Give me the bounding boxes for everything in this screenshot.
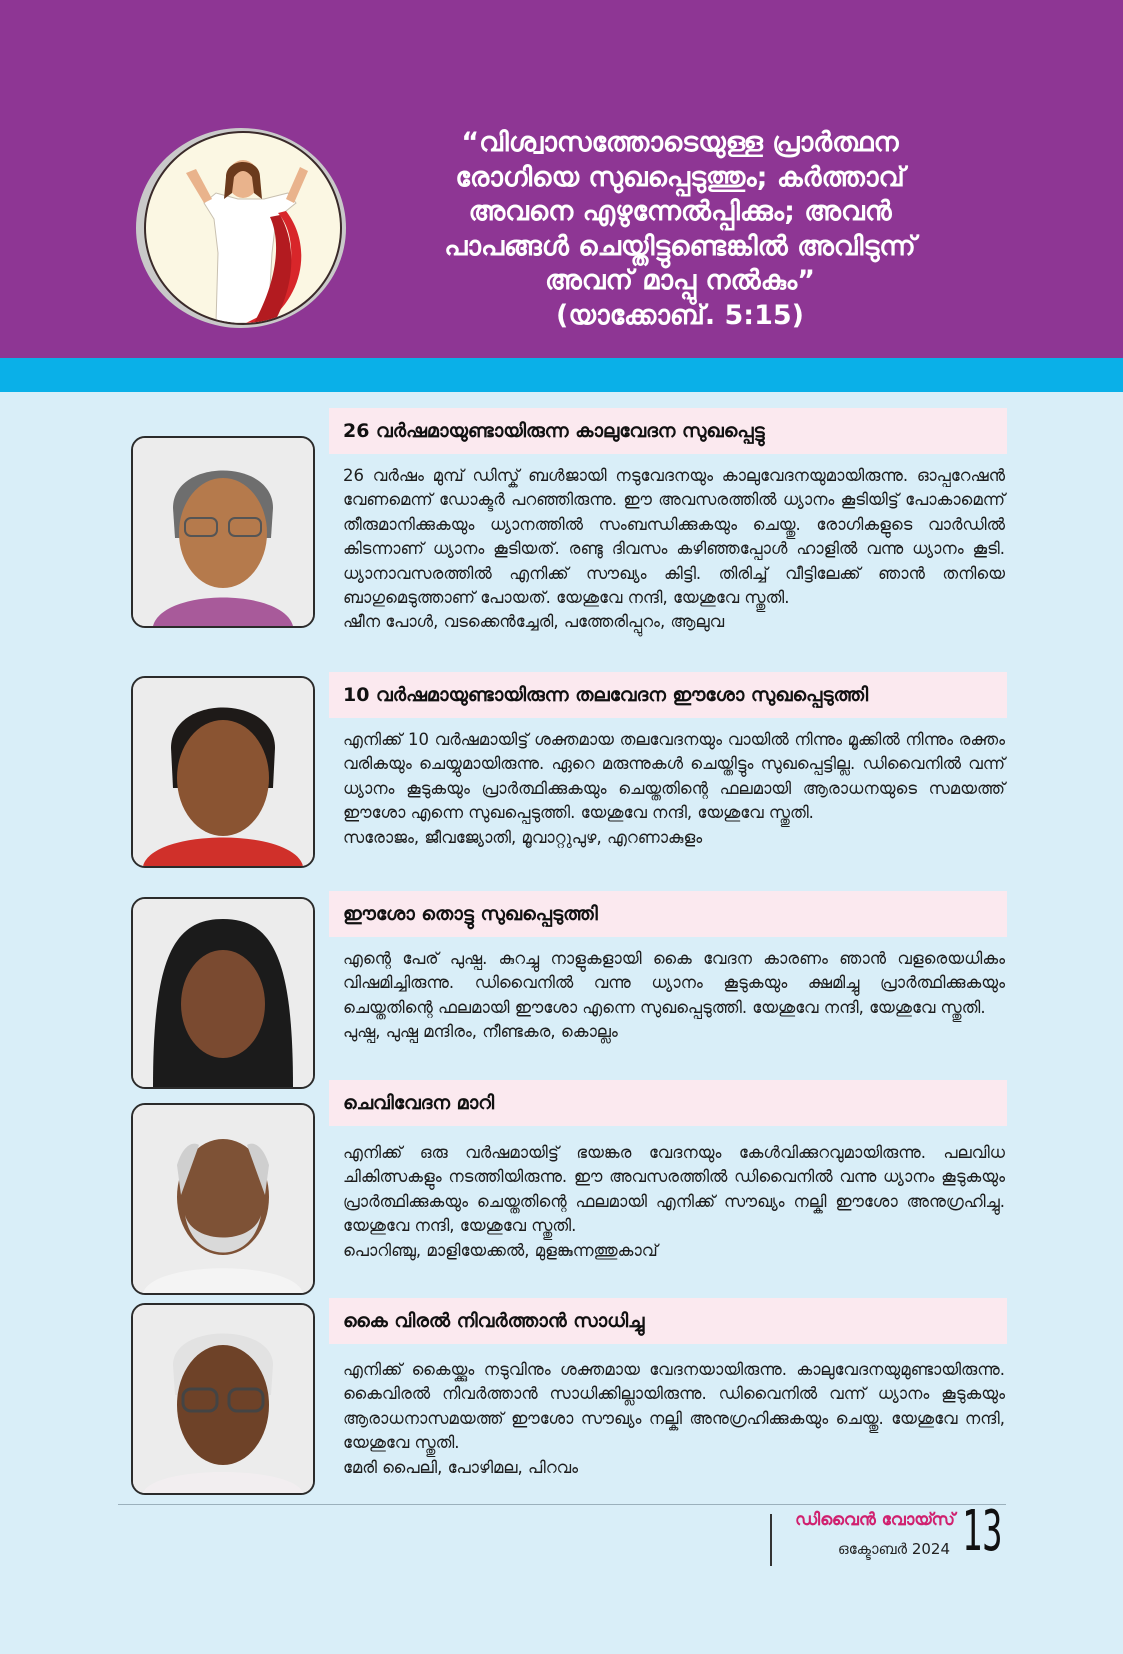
magazine-name: ഡിവൈൻ വോയ്സ് — [795, 1510, 955, 1530]
testimony-body — [343, 728, 1005, 850]
quote-reference: (യാക്കോബ്. 5:15) — [555, 299, 804, 331]
scripture-quote — [370, 126, 990, 333]
footer-divider — [118, 1504, 1006, 1505]
testimony-text: എനിക്ക് കൈയ്ക്കും നടുവിനും ശക്തമായ വേദനയായിരുന്നു. കാലുവേദനയുമുണ്ടായിരുന്നു. കൈവിരൽ നിവർത്താൻ സാധിക്കില്ലായിരുന്നു. ഡിവൈനിൽ വന്ന് ധ്യാനം കൂടുകയും ആരാധനാസമയത്ത് ഈശോ സൗഖ്യം നല്കി അനുഗ്രഹിക്കുകയും ചെയ്തു. യേശുവേ നന്ദി, യേശുവേ സ്തുതി. — [343, 1360, 1005, 1453]
quote-line: പാപങ്ങൾ ചെയ്തിട്ടുണ്ടെങ്കിൽ അവിടുന്ന് — [444, 230, 916, 262]
testimony-text: എനിക്ക് 10 വർഷമായിട്ട് ശക്തമായ തലവേദനയും വായിൽ നിന്നും മൂക്കിൽ നിന്നും രക്തം വരികയും ചെയ്യുമായിരുന്നു. ഏറെ മരുന്നുകൾ ചെയ്തിട്ടും സുഖപ്പെട്ടില്ല. ഡിവൈനിൽ വന്ന് ധ്യാനം കൂടുകയും പ്രാർത്ഥിക്കുകയും ചെയ്തതിന്റെ ഫലമായി ആരാധനയുടെ സമയത്ത് ഈശോ എന്നെ സുഖപ്പെടുത്തി. യേശുവേ നന്ദി, യേശുവേ സ്തുതി. — [343, 730, 1005, 823]
quote-line: അവന് മാപ്പു നൽകും” — [545, 265, 815, 296]
testimony-title: ചെവിവേദന മാറി — [329, 1080, 1007, 1126]
quote-line: “വിശ്വാസത്തോടെയുള്ള പ്രാർത്ഥന — [461, 127, 899, 158]
testimony-byline: പുഷ്പ, പുഷ്പ മന്ദിരം, നീണ്ടകര, കൊല്ലം — [343, 1022, 618, 1042]
testimony-byline: ഷീന പോൾ, വടക്കെൻച്ചേരി, പത്തേരിപ്പുറം, ആലുവ — [343, 612, 725, 632]
testimony-photo — [131, 897, 315, 1089]
issue-date: ഒക്ടോബർ 2024 — [837, 1540, 950, 1558]
quote-line: രോഗിയെ സുഖപ്പെടുത്തും; കർത്താവ് — [455, 161, 905, 193]
testimony-body — [343, 464, 1005, 635]
testimony-title: 26 വർഷമായുണ്ടായിരുന്ന കാലുവേദന സുഖപ്പെട്ടു — [329, 408, 1007, 454]
testimony-title: 10 വർഷമായുണ്ടായിരുന്ന തലവേദന ഈശോ സുഖപ്പെടുത്തി — [329, 672, 1007, 718]
testimony-title: ഈശോ തൊട്ടു സുഖപ്പെടുത്തി — [329, 891, 1007, 937]
testimony-title: കൈ വിരൽ നിവർത്താൻ സാധിച്ചു — [329, 1298, 1007, 1344]
jesus-emblem-image — [136, 128, 346, 328]
testimony-photo — [131, 1303, 315, 1495]
testimony-photo — [131, 1103, 315, 1295]
testimony-body — [343, 1358, 1005, 1480]
quote-line: അവനെ എഴുന്നേൽപ്പിക്കും; അവൻ — [468, 196, 892, 227]
page-number: 13 — [962, 1499, 1003, 1564]
testimony-text: 26 വർഷം മുമ്പ് ഡിസ്ക് ബൾജായി നടുവേദനയും കാലുവേദനയുമായിരുന്നു. ഓപ്പറേഷൻ വേണമെന്ന് ഡോക്ടർ പറഞ്ഞിരുന്നു. ഈ അവസരത്തിൽ ധ്യാനം കൂടിയിട്ട് പോകാമെന്ന് തീരുമാനിക്കുകയും ധ്യാനത്തിൽ സംബന്ധിക്കുകയും ചെയ്തു. രോഗികളുടെ വാർഡിൽ കിടന്നാണ് ധ്യാനം കൂടിയത്. രണ്ടു ദിവസം കഴിഞ്ഞപ്പോൾ ഹാളിൽ വന്നു ധ്യാനം കൂടി. ധ്യാനാവസരത്തിൽ എനിക്ക് സൗഖ്യം കിട്ടി. തിരിച്ച് വീട്ടിലേക്ക് ഞാൻ തനിയെ ബാഗുമെടുത്താണ് പോയത്. യേശുവേ നന്ദി, യേശുവേ സ്തുതി. — [343, 466, 1005, 608]
testimony-text: എന്റെ പേര് പുഷ്പ. കുറച്ചു നാളുകളായി കൈ വേദന കാരണം ഞാൻ വളരെയധികം വിഷമിച്ചിരുന്നു. ഡിവൈനിൽ വന്നു ധ്യാനം കൂടുകയും ക്ഷമിച്ചു പ്രാർത്ഥിക്കുകയും ചെയ്തതിന്റെ ഫലമായി ഈശോ എന്നെ സുഖപ്പെടുത്തി. യേശുവേ നന്ദി, യേശുവേ സ്തുതി. — [343, 949, 1005, 1017]
testimony-byline: സരോജം, ജീവജ്യോതി, മൂവാറ്റുപുഴ, എറണാകുളം — [343, 827, 703, 847]
testimony-body — [343, 947, 1005, 1045]
testimony-body — [343, 1141, 1005, 1263]
accent-band — [0, 358, 1123, 392]
testimony-text: എനിക്ക് ഒരു വർഷമായിട്ട് ഭയങ്കര വേദനയും കേൾവിക്കുറവുമായിരുന്നു. പലവിധ ചികിത്സകളും നടത്തിയിരുന്നു. ഈ അവസരത്തിൽ ഡിവൈനിൽ വന്നു ധ്യാനം കൂടുകയും പ്രാർത്ഥിക്കുകയും ചെയ്തതിന്റെ ഫലമായി എനിക്ക് സൗഖ്യം നല്കി ഈശോ അനുഗ്രഹിച്ചു. യേശുവേ നന്ദി, യേശുവേ സ്തുതി. — [343, 1143, 1005, 1236]
testimony-byline: പൊറിഞ്ചു, മാളിയേക്കൽ, മുളങ്കുന്നത്തുകാവ് — [343, 1240, 658, 1260]
testimony-photo — [131, 676, 315, 868]
testimony-photo — [131, 436, 315, 628]
testimony-byline: മേരി പൈലി, പോഴിമല, പിറവം — [343, 1457, 579, 1477]
